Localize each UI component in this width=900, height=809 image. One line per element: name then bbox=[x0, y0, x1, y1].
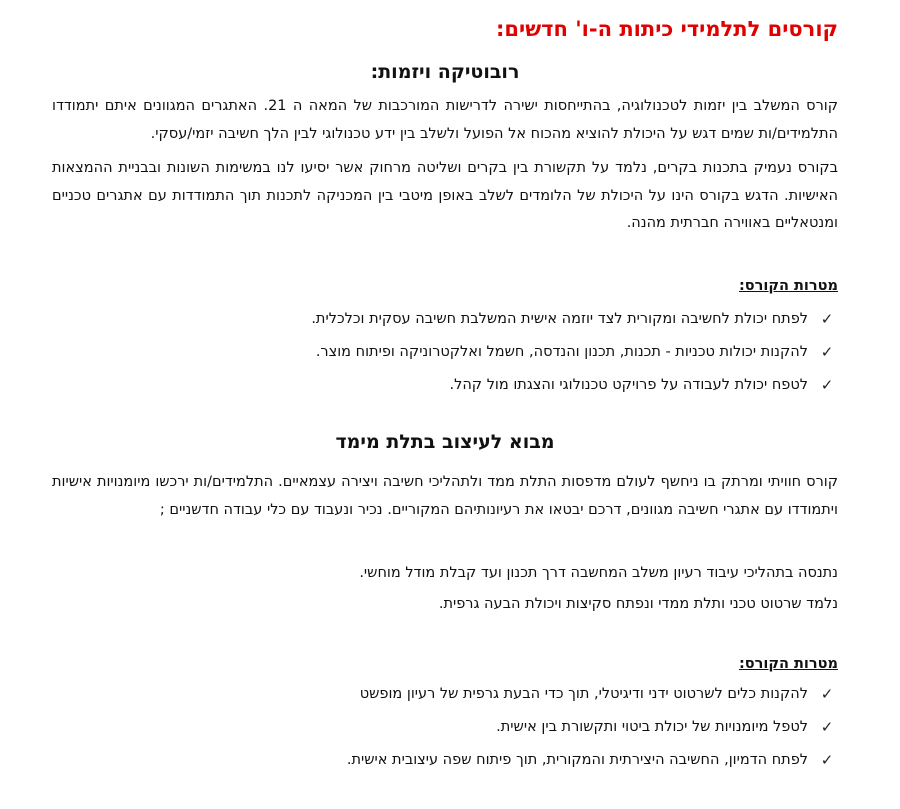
check-icon: ✓ bbox=[820, 342, 834, 361]
section-paragraph: קורס המשלב בין יזמות לטכנולוגיה, בהתייחסות ישירה לדרישות המורכבות של המאה ה 21. האתגרים המגוונים איתם יתמודדו התלמידים/ות שמים דגש על היכולת להוציא מהכוח אל הפועל ולשלב בין ידע טכנולוגי לבין הלך חשיבה יזמי/עסקי. bbox=[52, 98, 838, 142]
goals-label: מטרות הקורס: bbox=[738, 278, 838, 294]
section-heading-3d-design: מבוא לעיצוב בתלת מימד bbox=[335, 431, 555, 453]
check-icon: ✓ bbox=[820, 375, 834, 394]
list-item bbox=[52, 677, 838, 710]
goals-list bbox=[52, 677, 838, 776]
list-item bbox=[52, 302, 838, 335]
check-icon: ✓ bbox=[820, 717, 834, 736]
check-icon: ✓ bbox=[820, 309, 834, 328]
section-paragraph: קורס חוויתי ומרתק בו ניחשף לעולם מדפסות התלת ממד ולתהליכי חשיבה ויצירה עצמאיים. התלמידים/ות ירכשו מיומנויות אישיות ויתמודדו עם אתגרי חשיבה מגוונים, דרכם יבטאו את רעיונותיהם המקוריים. נכיר ונעבוד עם כלי עבודה חדשניים ; bbox=[52, 474, 838, 518]
goal-text: לטפל מיומנויות של יכולת ביטוי ותקשורת בין אישית. bbox=[496, 718, 808, 735]
section-paragraph: בקורס נעמיק בתכנות בקרים, נלמד על תקשורת בין בקרים ושליטה מרחוק אשר יסיעו לנו במשימות השונות ובבניית ההמצאות האישיות. הדגש בקורס הינו על היכולת של הלומדים לשלב באופן מיטבי בין המכניקה לתכנות תוך התמודדות עם אתגרים טכניים ומנטאליים באווירה חברתית מהנה. bbox=[52, 160, 838, 231]
list-item bbox=[52, 710, 838, 743]
list-item bbox=[52, 335, 838, 368]
goals-list bbox=[52, 302, 838, 401]
goal-text: לפתח הדמיון, החשיבה היצירתית והמקורית, תוך פיתוח שפה עיצובית אישית. bbox=[346, 751, 808, 768]
section-heading-robotics: רובוטיקה ויזמות: bbox=[370, 61, 520, 83]
list-item bbox=[52, 743, 838, 776]
goal-text: לטפח יכולת לעבודה על פרויקט טכנולוגי והצגתו מול קהל. bbox=[449, 376, 808, 393]
section-paragraph: נלמד שרטוט טכני ותלת ממדי ונפתח סקיצות ויכולת הבעה גרפית. bbox=[438, 596, 838, 612]
check-icon: ✓ bbox=[820, 750, 834, 769]
goals-label: מטרות הקורס: bbox=[738, 656, 838, 672]
page-title: קורסים לתלמידי כיתות ה-ו' חדשים: bbox=[496, 17, 838, 41]
list-item bbox=[52, 368, 838, 401]
goal-text: להקנות כלים לשרטוט ידני ודיגיטלי, תוך כדי הבעת גרפית של רעיון מופשט bbox=[359, 685, 808, 702]
section-paragraph: נתנסה בתהליכי עיבוד רעיון משלב המחשבה דרך תכנון ועד קבלת מודל מוחשי. bbox=[359, 565, 838, 581]
goal-text: להקנות יכולות טכניות - תכנות, תכנון והנדסה, חשמל ואלקטרוניקה ופיתוח מוצר. bbox=[315, 343, 808, 360]
goal-text: לפתח יכולת לחשיבה ומקורית לצד יוזמה אישית המשלבת חשיבה עסקית וכלכלית. bbox=[311, 310, 808, 327]
check-icon: ✓ bbox=[820, 684, 834, 703]
